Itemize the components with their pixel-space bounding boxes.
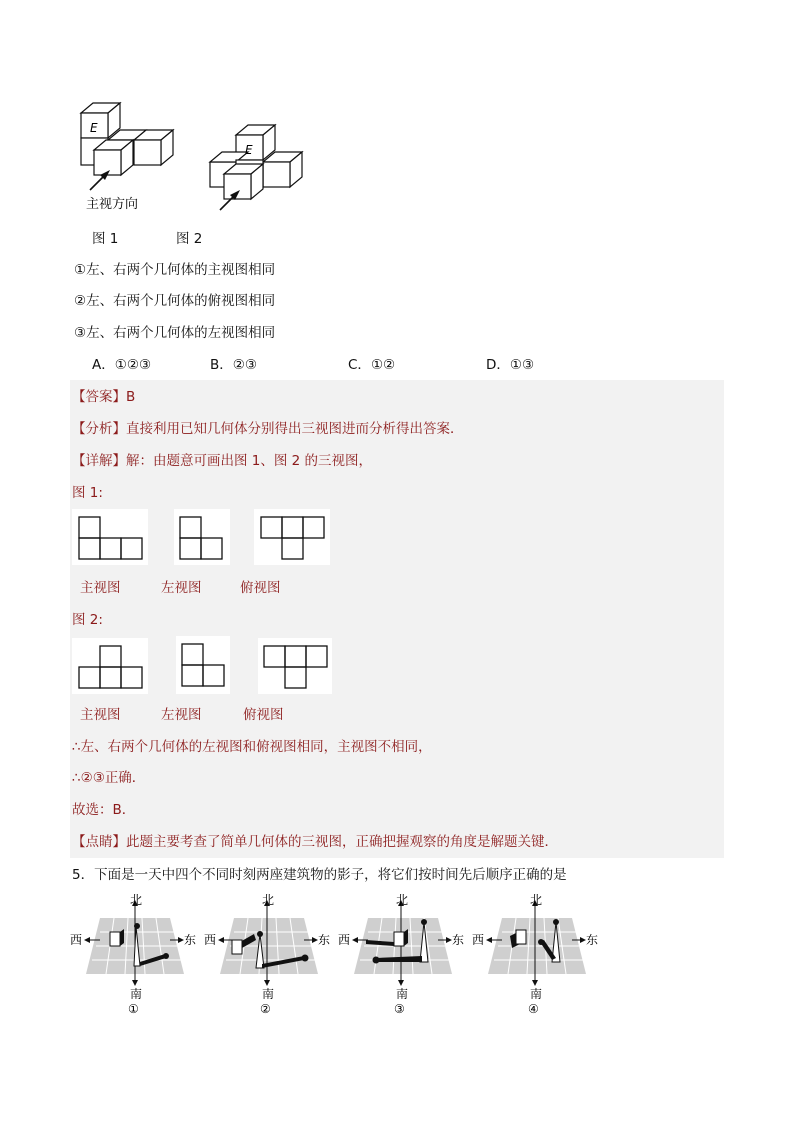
fig2-front-view bbox=[72, 638, 148, 694]
fig1-view-label-front: 主视图 bbox=[80, 580, 121, 596]
fig2-view-label-left: 左视图 bbox=[161, 707, 202, 723]
detail-line: 【详解】解：由题意可画出图 1、图 2 的三视图， bbox=[72, 453, 373, 469]
fig1-view-label-top: 俯视图 bbox=[240, 580, 281, 596]
fig1-left-view bbox=[174, 509, 230, 565]
shadow-diagram-2 bbox=[204, 892, 334, 1016]
svg-text:东: 东 bbox=[184, 933, 197, 947]
conclusion-1: ∴左、右两个几何体的左视图和俯视图相同，主视图不相同， bbox=[72, 739, 432, 755]
svg-text:南: 南 bbox=[530, 987, 543, 1001]
svg-text:①: ① bbox=[128, 1002, 139, 1016]
statement-2: ②左、右两个几何体的俯视图相同 bbox=[74, 293, 276, 309]
svg-text:西: 西 bbox=[472, 933, 485, 947]
svg-text:②: ② bbox=[260, 1002, 271, 1016]
fig2-face-label: E bbox=[245, 143, 253, 157]
answer-line: 【答案】B bbox=[72, 389, 136, 405]
option-b[interactable]: B．②③ bbox=[210, 357, 257, 373]
svg-text:南: 南 bbox=[130, 987, 143, 1001]
svg-text:东: 东 bbox=[452, 933, 465, 947]
svg-text:北: 北 bbox=[396, 893, 409, 907]
fig1-caption: 图 1 bbox=[92, 231, 119, 247]
question-5-text: 5．下面是一天中四个不同时刻两座建筑物的影子，将它们按时间先后顺序正确的是 bbox=[72, 867, 567, 883]
fig2-view-label-top: 俯视图 bbox=[243, 707, 284, 723]
svg-text:东: 东 bbox=[318, 933, 331, 947]
svg-text:④: ④ bbox=[528, 1002, 539, 1016]
svg-text:北: 北 bbox=[262, 893, 275, 907]
figure-2-cubes bbox=[206, 122, 310, 214]
choice-line: 故选：B． bbox=[72, 802, 136, 818]
view-direction-label: 主视方向 bbox=[86, 197, 139, 212]
fig2-heading: 图 2: bbox=[72, 612, 103, 628]
fig2-left-view bbox=[176, 636, 230, 694]
fig1-top-view bbox=[254, 509, 330, 565]
svg-text:西: 西 bbox=[204, 933, 217, 947]
shadow-diagram-1 bbox=[70, 892, 200, 1016]
fig2-caption: 图 2 bbox=[176, 231, 203, 247]
svg-text:北: 北 bbox=[530, 893, 543, 907]
svg-text:西: 西 bbox=[338, 933, 351, 947]
svg-text:东: 东 bbox=[586, 933, 599, 947]
comment-line: 【点睛】此题主要考查了简单几何体的三视图，正确把握观察的角度是解题关键． bbox=[72, 834, 558, 850]
svg-text:③: ③ bbox=[394, 1002, 405, 1016]
statement-1: ①左、右两个几何体的主视图相同 bbox=[74, 262, 276, 278]
fig1-view-label-left: 左视图 bbox=[161, 580, 202, 596]
conclusion-2: ∴②③正确． bbox=[72, 770, 146, 786]
fig1-front-view bbox=[72, 509, 148, 565]
fig2-top-view bbox=[258, 638, 332, 694]
shadow-diagram-4 bbox=[472, 892, 602, 1016]
analysis-line: 【分析】直接利用已知几何体分别得出三视图进而分析得出答案． bbox=[72, 421, 464, 437]
option-a[interactable]: A．①②③ bbox=[92, 357, 152, 373]
statement-3: ③左、右两个几何体的左视图相同 bbox=[74, 325, 276, 341]
svg-text:北: 北 bbox=[130, 893, 143, 907]
svg-text:南: 南 bbox=[262, 987, 275, 1001]
option-c[interactable]: C．①② bbox=[348, 357, 396, 373]
svg-text:南: 南 bbox=[396, 987, 409, 1001]
option-d[interactable]: D．①③ bbox=[486, 357, 535, 373]
fig2-view-label-front: 主视图 bbox=[80, 707, 121, 723]
fig1-face-label: E bbox=[90, 121, 98, 135]
figure-1-cubes bbox=[76, 98, 186, 216]
fig1-heading: 图 1: bbox=[72, 485, 103, 501]
svg-text:西: 西 bbox=[70, 933, 83, 947]
shadow-diagram-3 bbox=[338, 892, 468, 1016]
